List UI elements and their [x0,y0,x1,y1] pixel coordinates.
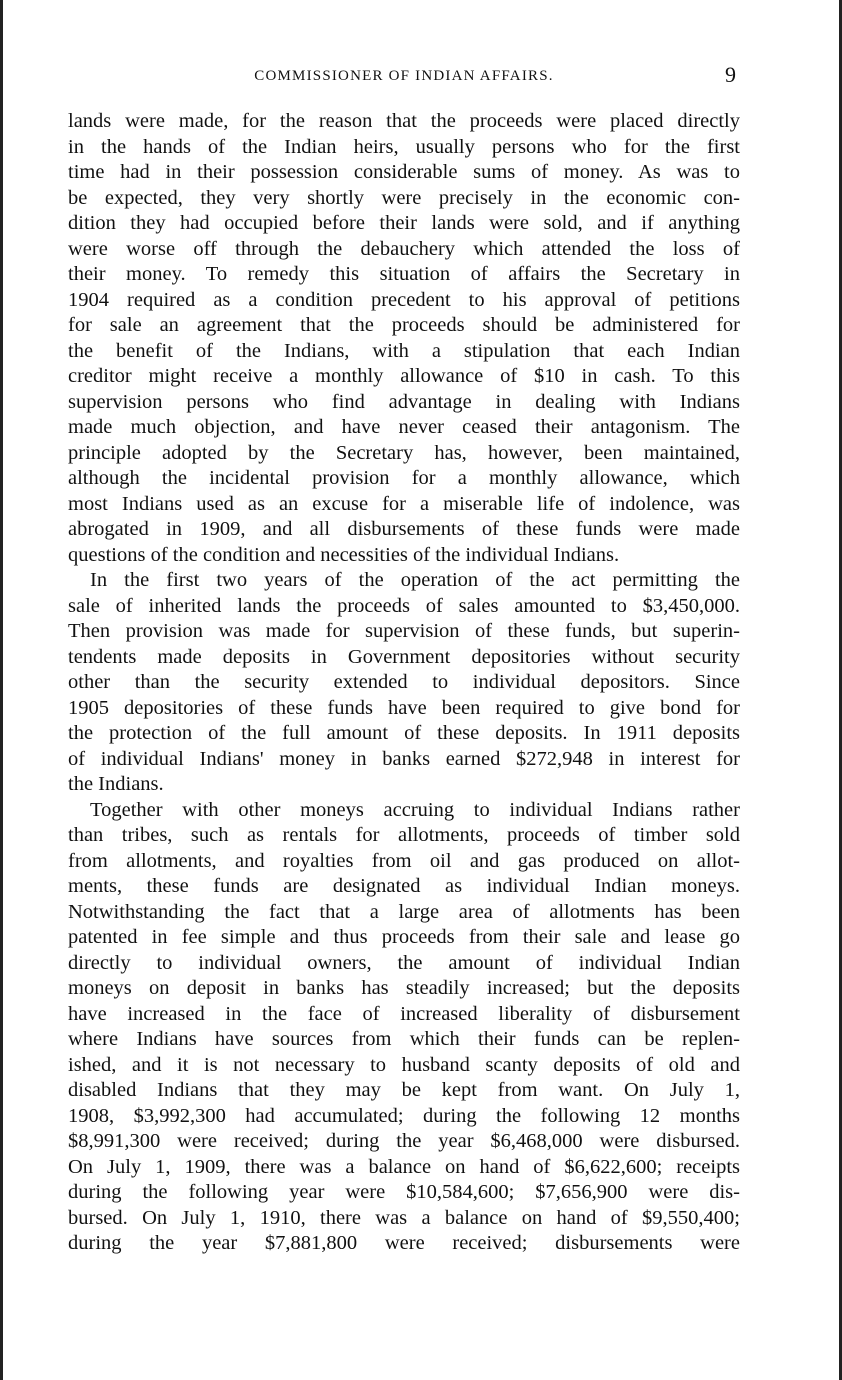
text-line: supervision persons who find advantage in dealing with Indians [68,390,740,413]
text-line: although the incidental provision for a monthly allowance, which [68,467,740,489]
text-line: have increased in the face of increased liberality of disbursement [68,1002,740,1025]
running-title: COMMISSIONER OF INDIAN AFFAIRS. [254,68,554,84]
text-line: moneys on deposit in banks has steadily increased; but the deposits [68,977,740,999]
text-line: In the first two years of the operation of the act permitting the [90,569,740,591]
text-line: 1908, $3,992,300 had accumulated; during the following 12 months [68,1104,740,1127]
text-line: the protection of the full amount of these deposits. In 1911 deposits [68,722,740,744]
text-line: patented in fee simple and thus proceeds from their sale and lease go [68,926,740,948]
text-line: On July 1, 1909, there was a balance on hand of $6,622,600; receipts [68,1155,740,1178]
text-line: directly to individual owners, the amount of individual Indian [68,951,740,974]
text-line: from allotments, and royalties from oil and gas produced on allot- [68,849,740,872]
text-line: principle adopted by the Secretary has, however, been maintained, [68,441,740,464]
text-line: their money. To remedy this situation of affairs the Secretary in [68,263,740,285]
running-head [68,62,740,90]
text-line: 1904 required as a condition precedent to his approval of petitions [68,288,740,311]
text-line: where Indians have sources from which their funds can be replen- [68,1028,740,1050]
text-line: Notwithstanding the fact that a large area of allotments has been [68,900,740,923]
text-line: lands were made, for the reason that the proceeds were placed directly [68,110,740,132]
text-line: for sale an agreement that the proceeds should be administered for [68,314,740,336]
text-line: the benefit of the Indians, with a stipulation that each Indian [68,339,740,362]
text-line: questions of the condition and necessities of the individual Indians. [68,543,620,566]
text-line: in the hands of the Indian heirs, usually persons who for the first [68,135,740,158]
text-line: $8,991,300 were received; during the year $6,468,000 were disbursed. [68,1130,740,1152]
text-line: time had in their possession considerable sums of money. As was to [68,161,740,183]
text-line: bursed. On July 1, 1910, there was a balance on hand of $9,550,400; [68,1206,740,1229]
text-line: ished, and it is not necessary to husband scanty deposits of old and [68,1053,740,1076]
text-line: creditor might receive a monthly allowance of $10 in cash. To this [68,365,740,387]
text-line: tendents made deposits in Government depositories without security [68,645,740,668]
text-line: abrogated in 1909, and all disbursements of these funds were made [68,518,740,540]
text-line: than tribes, such as rentals for allotments, proceeds of timber sold [68,824,740,846]
text-line: dition they had occupied before their lands were sold, and if anything [68,212,740,234]
text-line: disabled Indians that they may be kept from want. On July 1, [68,1079,740,1101]
text-line: Then provision was made for supervision of these funds, but superin- [68,620,740,642]
text-line: sale of inherited lands the proceeds of sales amounted to $3,450,000. [68,594,740,617]
text-line: of individual Indians' money in banks earned $272,948 in interest for [68,747,740,770]
text-line: made much objection, and have never ceased their antagonism. The [68,416,740,438]
text-line: most Indians used as an excuse for a miserable life of indolence, was [68,492,740,515]
text-line: during the following year were $10,584,600; $7,656,900 were dis- [68,1181,740,1203]
body-text [68,109,740,1257]
text-line: be expected, they very shortly were precisely in the economic con- [68,186,740,209]
text-line: Together with other moneys accruing to individual Indians rather [90,798,740,821]
text-line: 1905 depositories of these funds have been required to give bond for [68,696,740,719]
page-number: 9 [725,62,736,87]
text-line: were worse off through the debauchery which attended the loss of [68,237,740,260]
text-line: other than the security extended to individual depositors. Since [68,671,740,693]
text-line: the Indians. [68,773,164,795]
text-line: during the year $7,881,800 were received; disbursements were [68,1232,740,1254]
text-line: ments, these funds are designated as individual Indian moneys. [68,875,740,897]
